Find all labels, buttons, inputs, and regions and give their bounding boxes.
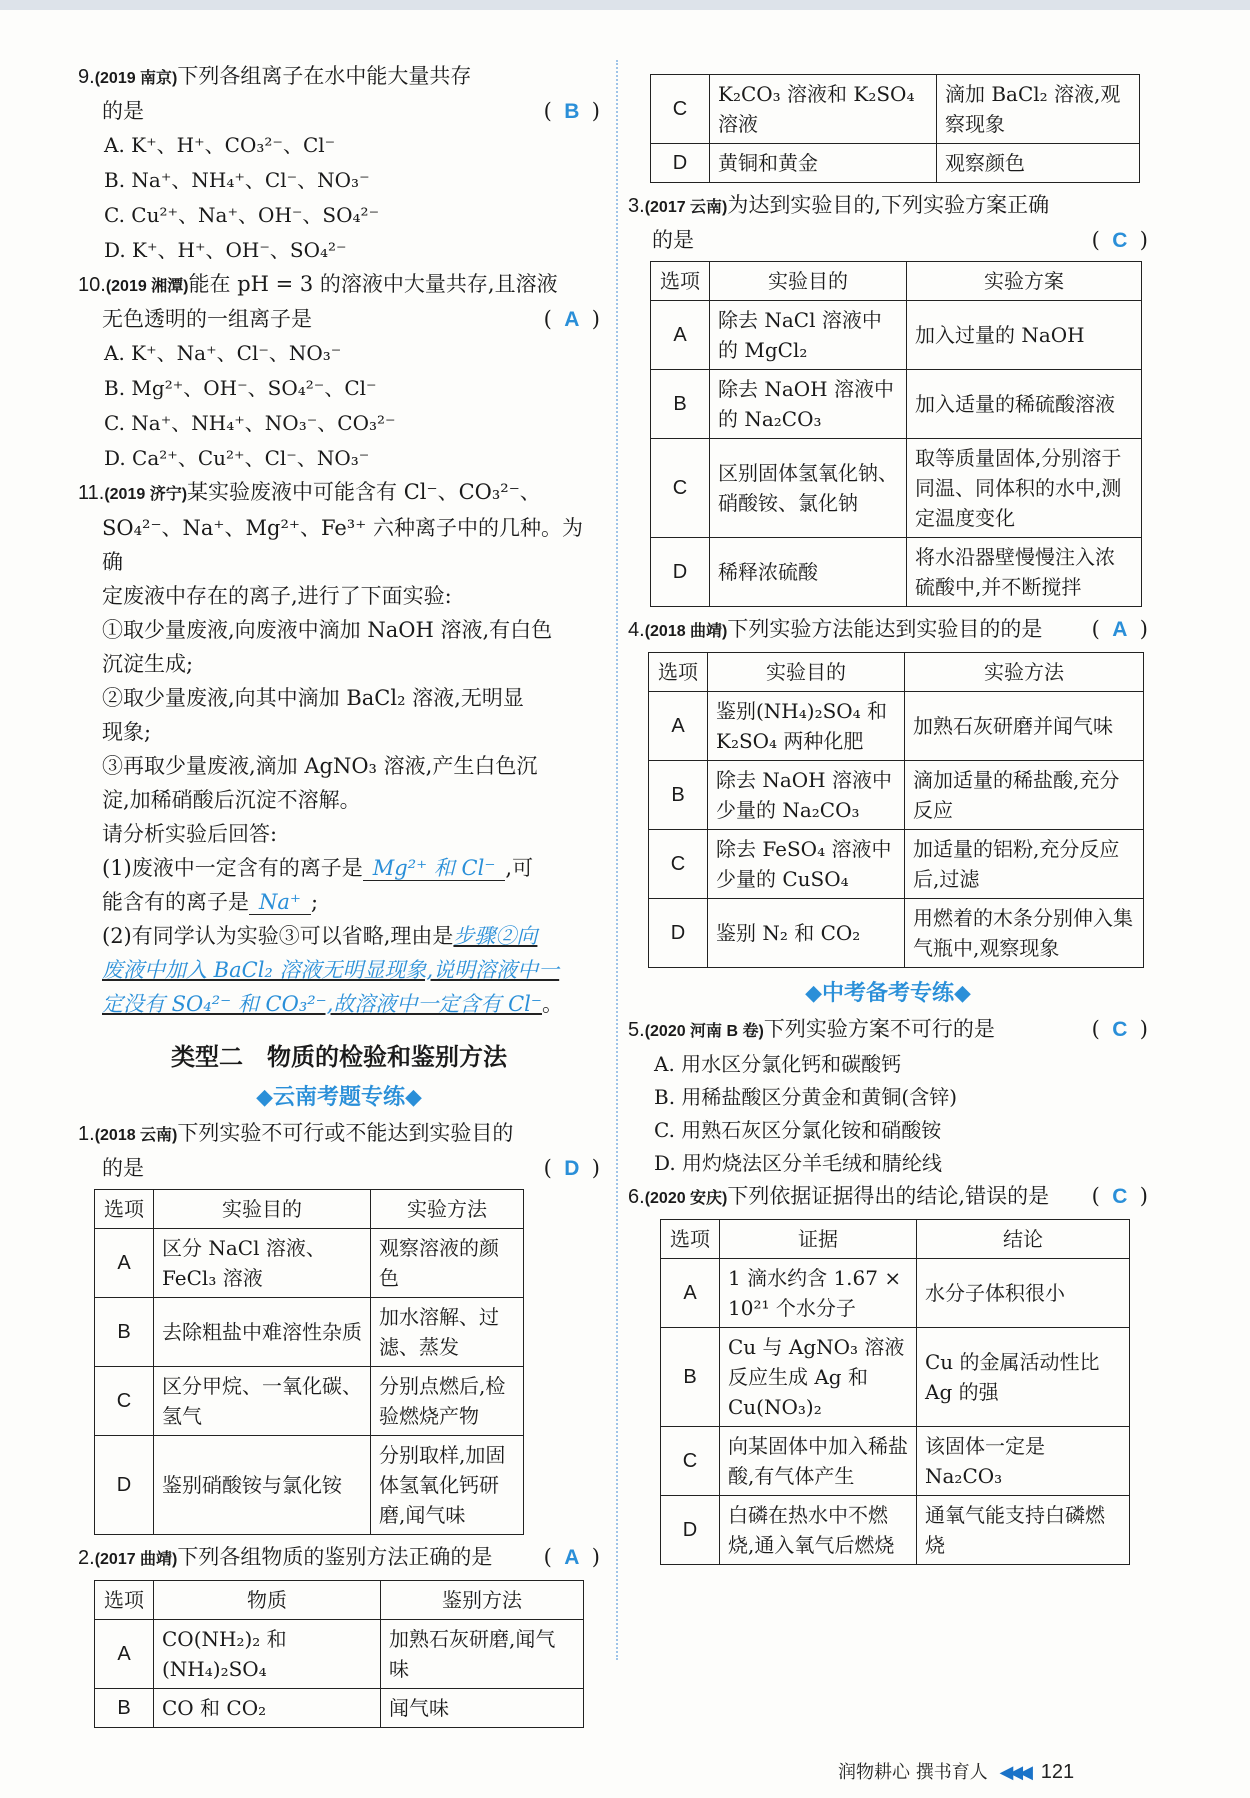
text: ,可 xyxy=(505,856,534,880)
table-cell: 鉴别(NH₄)₂SO₄ 和 K₂SO₄ 两种化肥 xyxy=(708,692,905,761)
table-cell: 向某固体中加入稀盐酸,有气体产生 xyxy=(720,1427,917,1496)
question-text-line: 沉淀生成; xyxy=(102,652,194,676)
question-stem: 的是 xyxy=(102,99,144,123)
question-number: 11. xyxy=(78,482,105,504)
question-stem: 的是 xyxy=(652,228,694,252)
handwritten-answer: 废液中加入 BaCl₂ 溶液无明显现象,说明溶液中一 xyxy=(102,958,560,982)
question-4: 4.(2018 曲靖)下列实验方法能达到实验目的的是 ( A ) 选项 实验目的 实验方法 A 鉴别(NH₄)₂SO₄ 和 K₂SO₄ 两种化肥 加熟石灰研磨并闻气味 B 除去 NaOH 溶液中少量的 Na₂CO₃ 滴加适量的稀盐酸,充分反应 C 除去 FeSO₄ 溶液中少量的 CuSO₄ 加适量的铝粉,充分反应后,过滤 D 鉴别 N₂ 和 CO₂ 用燃着的木条分别伸入集气瓶中,观察现象 xyxy=(628,613,1148,968)
table-cell: 除去 NaCl 溶液中的 MgCl₂ xyxy=(710,301,907,370)
table-row xyxy=(649,830,1144,899)
question-text-line: SO₄²⁻、Na⁺、Mg²⁺、Fe³⁺ 六种离子中的几种。为确 xyxy=(102,516,583,574)
table-cell: D xyxy=(651,144,710,183)
option-c: C. Na⁺、NH₄⁺、NO₃⁻、CO₃²⁻ xyxy=(104,411,396,435)
table-header: 实验方法 xyxy=(905,653,1144,692)
question-1: 1.(2018 云南)下列实验不可行或不能达到实验目的 的是 ( D ) 选项 实验目的 实验方法 A 区分 NaCl 溶液、FeCl₃ 溶液 观察溶液的颜色 B 去除粗盐中难溶性杂质 加水溶解、过滤、蒸发 C 区分甲烷、一氧化碳、氢气 分别点燃后,检验燃烧产物 D 鉴别硝酸铵与氯化铵 分别取样,加固体氢氧化钙研磨,闻气味 xyxy=(78,1117,600,1535)
table-header: 鉴别方法 xyxy=(381,1581,584,1620)
table-header: 选项 xyxy=(651,262,710,301)
question-stem: 下列实验不可行或不能达到实验目的 xyxy=(177,1121,514,1145)
handwritten-answer: 步骤②向 xyxy=(453,924,538,948)
question-number: 4. xyxy=(628,619,645,641)
question-2-table-continued xyxy=(650,74,1140,183)
table-cell: CO 和 CO₂ xyxy=(154,1689,381,1728)
question-1-table xyxy=(94,1189,524,1535)
table-cell: B xyxy=(95,1298,154,1367)
question-stem: 某实验废液中可能含有 Cl⁻、CO₃²⁻、 xyxy=(187,480,541,504)
sub-question-2: (2)有同学认为实验③可以省略,理由是 xyxy=(102,924,454,948)
question-10: 10.(2019 湘潭)能在 pH = 3 的溶液中大量共存,且溶液 无色透明的一组离子是 ( A ) A. K⁺、Na⁺、Cl⁻、NO₃⁻ B. Mg²⁺、OH⁻、SO₄²⁻、Cl⁻ C. Na⁺、NH₄⁺、NO₃⁻、CO₃²⁻ D. Ca²⁺、Cu²⁺、Cl⁻、NO₃⁻ xyxy=(78,268,600,476)
table-cell: 加适量的铝粉,充分反应后,过滤 xyxy=(905,830,1144,899)
table-cell: D xyxy=(651,538,710,607)
sub-question-1: (1)废液中一定含有的离子是 xyxy=(102,856,363,880)
option-d: D. 用灼烧法区分羊毛绒和腈纶线 xyxy=(654,1151,943,1175)
table-cell: C xyxy=(649,830,708,899)
table-cell: C xyxy=(661,1427,720,1496)
question-source: (2020 河南 B 卷) xyxy=(644,1023,764,1040)
question-source: (2019 湘潭) xyxy=(105,278,189,295)
table-row xyxy=(651,144,1140,183)
question-text-line: ③再取少量废液,滴加 AgNO₃ 溶液,产生白色沉 xyxy=(102,754,538,778)
table-cell: B xyxy=(661,1328,720,1427)
question-5: 5.(2020 河南 B 卷)下列实验方案不可行的是 ( C ) A. 用水区分氯化钙和碳酸钙 B. 用稀盐酸区分黄金和黄铜(含锌) C. 用熟石灰区分氯化铵和硝酸铵 D. 用灼烧法区分羊毛绒和腈纶线 xyxy=(628,1013,1148,1180)
table-cell: 去除粗盐中难溶性杂质 xyxy=(154,1298,371,1367)
table-header: 结论 xyxy=(917,1220,1130,1259)
table-cell: 该固体一定是 Na₂CO₃ xyxy=(917,1427,1130,1496)
question-3: 3.(2017 云南)为达到实验目的,下列实验方案正确 的是 ( C ) 选项 实验目的 实验方案 A 除去 NaCl 溶液中的 MgCl₂ 加入过量的 NaOH B 除去 NaOH 溶液中的 Na₂CO₃ 加入适量的稀硫酸溶液 C 区别固体氢氧化钠、硝酸铵、氯化钠 取等质量固体,分别溶于同温、同体积的水中,测定温度变化 D 稀释浓硫酸 将水沿器壁慢慢注入浓硫酸中,并不断搅拌 xyxy=(628,189,1148,607)
question-source: (2020 安庆) xyxy=(644,1190,728,1207)
question-text-line: 定废液中存在的离子,进行了下面实验: xyxy=(102,584,452,608)
option-a: A. K⁺、H⁺、CO₃²⁻、Cl⁻ xyxy=(104,133,336,157)
footer-slogan: 润物耕心 撰书育人 xyxy=(838,1762,988,1783)
table-row xyxy=(651,439,1142,538)
question-3-table xyxy=(650,261,1142,607)
question-number: 9. xyxy=(78,66,95,88)
option-c: C. Cu²⁺、Na⁺、OH⁻、SO₄²⁻ xyxy=(104,203,380,227)
question-number: 2. xyxy=(78,1547,95,1569)
answer: A xyxy=(1112,618,1128,641)
table-header: 实验目的 xyxy=(708,653,905,692)
table-row xyxy=(661,1259,1130,1328)
answer: C xyxy=(1112,1018,1128,1041)
table-cell: A xyxy=(651,301,710,370)
question-source: (2018 曲靖) xyxy=(644,623,728,640)
option-a: A. K⁺、Na⁺、Cl⁻、NO₃⁻ xyxy=(104,341,342,365)
answer: A xyxy=(564,1546,580,1569)
table-header: 证据 xyxy=(720,1220,917,1259)
table-row xyxy=(95,1367,524,1436)
option-b: B. Na⁺、NH₄⁺、Cl⁻、NO₃⁻ xyxy=(104,168,370,192)
question-number: 1. xyxy=(78,1123,95,1145)
option-d: D. K⁺、H⁺、OH⁻、SO₄²⁻ xyxy=(104,238,347,262)
answer: D xyxy=(564,1157,580,1180)
table-row xyxy=(651,538,1142,607)
table-row xyxy=(95,1436,524,1535)
question-stem: 能在 pH = 3 的溶液中大量共存,且溶液 xyxy=(188,272,558,296)
table-row xyxy=(649,761,1144,830)
left-column xyxy=(78,60,600,1734)
question-text-line: 请分析实验后回答: xyxy=(102,822,278,846)
table-cell: 稀释浓硫酸 xyxy=(710,538,907,607)
question-number: 6. xyxy=(628,1186,645,1208)
question-stem: 下列实验方法能达到实验目的的是 xyxy=(727,617,1043,641)
question-source: (2019 南京) xyxy=(94,70,178,87)
option-d: D. Ca²⁺、Cu²⁺、Cl⁻、NO₃⁻ xyxy=(104,446,370,470)
answer-blank: Na⁺ xyxy=(249,890,311,915)
table-cell: 加熟石灰研磨并闻气味 xyxy=(905,692,1144,761)
question-number: 5. xyxy=(628,1019,645,1041)
table-cell: 加入过量的 NaOH xyxy=(907,301,1142,370)
page-number: 121 xyxy=(1040,1761,1075,1783)
question-6: 6.(2020 安庆)下列依据证据得出的结论,错误的是 ( C ) 选项 证据 结论 A 1 滴水约含 1.67 × 10²¹ 个水分子 水分子体积很小 B Cu 与 AgNO₃ 溶液反应生成 Ag 和 Cu(NO₃)₂ Cu 的金属活动性比 Ag 的强 C 向某固体中加入稀盐酸,有气体产生 该固体一定是 Na₂CO₃ D 白磷在热水中不燃烧,通入氧气后燃烧 通氧气能支持白磷燃烧 xyxy=(628,1180,1148,1565)
table-cell: Cu 与 AgNO₃ 溶液反应生成 Ag 和 Cu(NO₃)₂ xyxy=(720,1328,917,1427)
answer: C xyxy=(1112,1185,1128,1208)
table-cell: 区分甲烷、一氧化碳、氢气 xyxy=(154,1367,371,1436)
table-cell: 取等质量固体,分别溶于同温、同体积的水中,测定温度变化 xyxy=(907,439,1142,538)
table-cell: A xyxy=(649,692,708,761)
option-b: B. 用稀盐酸区分黄金和黄铜(含锌) xyxy=(654,1085,958,1109)
table-row xyxy=(651,75,1140,144)
table-row xyxy=(95,1689,584,1728)
section-subtitle: ◆云南考题专练◆ xyxy=(256,1085,422,1110)
table-cell: B xyxy=(95,1689,154,1728)
column-divider xyxy=(616,60,618,1660)
table-header: 实验目的 xyxy=(710,262,907,301)
answer-blank: Mg²⁺ 和 Cl⁻ xyxy=(363,856,506,881)
sub-question-1-part: 能含有的离子是 xyxy=(102,890,249,914)
question-number: 3. xyxy=(628,195,645,217)
right-column xyxy=(628,80,1148,1571)
table-cell: Cu 的金属活动性比 Ag 的强 xyxy=(917,1328,1130,1427)
table-cell: 除去 NaOH 溶液中少量的 Na₂CO₃ xyxy=(708,761,905,830)
question-text-line: ①取少量废液,向废液中滴加 NaOH 溶液,有白色 xyxy=(102,618,553,642)
table-cell: 滴加 BaCl₂ 溶液,观察现象 xyxy=(937,75,1140,144)
table-cell: A xyxy=(661,1259,720,1328)
question-number: 10. xyxy=(78,274,106,296)
option-a: A. 用水区分氯化钙和碳酸钙 xyxy=(654,1052,902,1076)
table-cell: 将水沿器壁慢慢注入浓硫酸中,并不断搅拌 xyxy=(907,538,1142,607)
text: ; xyxy=(310,890,319,914)
question-text-line: 淀,加稀硝酸后沉淀不溶解。 xyxy=(102,788,361,812)
table-cell: 鉴别 N₂ 和 CO₂ xyxy=(708,899,905,968)
question-stem: 下列各组物质的鉴别方法正确的是 xyxy=(177,1545,493,1569)
section-type-title: 类型二 物质的检验和鉴别方法 xyxy=(171,1043,507,1071)
table-row xyxy=(95,1620,584,1689)
question-4-table xyxy=(648,652,1144,968)
table-cell: 闻气味 xyxy=(381,1689,584,1728)
table-cell: 区别固体氢氧化钠、硝酸铵、氯化钠 xyxy=(710,439,907,538)
table-cell: 观察溶液的颜色 xyxy=(371,1229,524,1298)
table-cell: 除去 NaOH 溶液中的 Na₂CO₃ xyxy=(710,370,907,439)
question-text-line: ②取少量废液,向其中滴加 BaCl₂ 溶液,无明显 xyxy=(102,686,524,710)
table-header: 实验目的 xyxy=(154,1190,371,1229)
table-row xyxy=(95,1298,524,1367)
section-subtitle: ◆中考备考专练◆ xyxy=(805,981,971,1006)
table-cell: A xyxy=(95,1620,154,1689)
table-cell: 滴加适量的稀盐酸,充分反应 xyxy=(905,761,1144,830)
rewind-arrows-icon: ◀◀◀ xyxy=(999,1762,1029,1783)
table-row xyxy=(649,899,1144,968)
table-row xyxy=(661,1328,1130,1427)
table-header: 实验方法 xyxy=(371,1190,524,1229)
table-cell: 通氧气能支持白磷燃烧 xyxy=(917,1496,1130,1565)
table-cell: 加水溶解、过滤、蒸发 xyxy=(371,1298,524,1367)
question-6-table xyxy=(660,1219,1130,1565)
question-9: 9.(2019 南京)下列各组离子在水中能大量共存 的是 ( B ) A. K⁺、H⁺、CO₃²⁻、Cl⁻ B. Na⁺、NH₄⁺、Cl⁻、NO₃⁻ C. Cu²⁺、Na⁺、OH⁻、SO₄²⁻ D. K⁺、H⁺、OH⁻、SO₄²⁻ xyxy=(78,60,600,268)
answer: C xyxy=(1112,229,1128,252)
table-cell: D xyxy=(649,899,708,968)
question-source: (2017 曲靖) xyxy=(94,1551,178,1568)
table-header: 实验方案 xyxy=(907,262,1142,301)
table-cell: 黄铜和黄金 xyxy=(710,144,937,183)
table-header: 选项 xyxy=(95,1581,154,1620)
question-stem: 下列实验方案不可行的是 xyxy=(763,1017,995,1041)
question-source: (2019 济宁) xyxy=(104,486,188,503)
table-row xyxy=(651,370,1142,439)
table-cell: 用燃着的木条分别伸入集气瓶中,观察现象 xyxy=(905,899,1144,968)
answer: B xyxy=(564,100,580,123)
table-cell: 白磷在热水中不燃烧,通入氧气后燃烧 xyxy=(720,1496,917,1565)
question-stem: 无色透明的一组离子是 xyxy=(102,307,312,331)
table-row xyxy=(661,1496,1130,1565)
table-row xyxy=(661,1427,1130,1496)
table-row xyxy=(649,692,1144,761)
table-cell: B xyxy=(649,761,708,830)
question-2-table xyxy=(94,1580,584,1728)
table-cell: CO(NH₂)₂ 和(NH₄)₂SO₄ xyxy=(154,1620,381,1689)
question-11 xyxy=(78,476,600,1021)
table-cell: 区分 NaCl 溶液、FeCl₃ 溶液 xyxy=(154,1229,371,1298)
option-b: B. Mg²⁺、OH⁻、SO₄²⁻、Cl⁻ xyxy=(104,376,377,400)
table-header: 物质 xyxy=(154,1581,381,1620)
option-c: C. 用熟石灰区分氯化铵和硝酸铵 xyxy=(654,1118,942,1142)
question-stem: 为达到实验目的,下列实验方案正确 xyxy=(727,193,1050,217)
table-cell: B xyxy=(651,370,710,439)
question-2: 2.(2017 曲靖)下列各组物质的鉴别方法正确的是 ( A ) 选项 物质 鉴别方法 A CO(NH₂)₂ 和(NH₄)₂SO₄ 加熟石灰研磨,闻气味 B CO 和 CO₂ 闻气味 xyxy=(78,1541,600,1728)
table-cell: 加入适量的稀硫酸溶液 xyxy=(907,370,1142,439)
table-header: 选项 xyxy=(95,1190,154,1229)
question-source: (2018 云南) xyxy=(94,1127,178,1144)
table-cell: K₂CO₃ 溶液和 K₂SO₄ 溶液 xyxy=(710,75,937,144)
table-row xyxy=(95,1229,524,1298)
question-stem: 的是 xyxy=(102,1156,144,1180)
table-cell: 分别取样,加固体氢氧化钙研磨,闻气味 xyxy=(371,1436,524,1535)
table-cell: 1 滴水约含 1.67 × 10²¹ 个水分子 xyxy=(720,1259,917,1328)
answer: A xyxy=(564,308,580,331)
question-stem: 下列各组离子在水中能大量共存 xyxy=(177,64,472,88)
top-bar xyxy=(0,0,1250,10)
table-cell: 水分子体积很小 xyxy=(917,1259,1130,1328)
table-cell: D xyxy=(661,1496,720,1565)
question-source: (2017 云南) xyxy=(644,199,728,216)
table-cell: 鉴别硝酸铵与氯化铵 xyxy=(154,1436,371,1535)
table-header: 选项 xyxy=(649,653,708,692)
text: 。 xyxy=(541,992,563,1016)
table-cell: C xyxy=(651,75,710,144)
table-cell: C xyxy=(651,439,710,538)
table-cell: 加熟石灰研磨,闻气味 xyxy=(381,1620,584,1689)
table-cell: 除去 FeSO₄ 溶液中少量的 CuSO₄ xyxy=(708,830,905,899)
page-footer xyxy=(838,1758,1074,1784)
table-cell: C xyxy=(95,1367,154,1436)
table-cell: A xyxy=(95,1229,154,1298)
table-row xyxy=(651,301,1142,370)
table-cell: D xyxy=(95,1436,154,1535)
table-cell: 分别点燃后,检验燃烧产物 xyxy=(371,1367,524,1436)
question-stem: 下列依据证据得出的结论,错误的是 xyxy=(727,1184,1050,1208)
handwritten-answer: 定没有 SO₄²⁻ 和 CO₃²⁻,故溶液中一定含有 Cl⁻ xyxy=(102,992,542,1016)
table-cell: 观察颜色 xyxy=(937,144,1140,183)
question-text-line: 现象; xyxy=(102,720,152,744)
table-header: 选项 xyxy=(661,1220,720,1259)
